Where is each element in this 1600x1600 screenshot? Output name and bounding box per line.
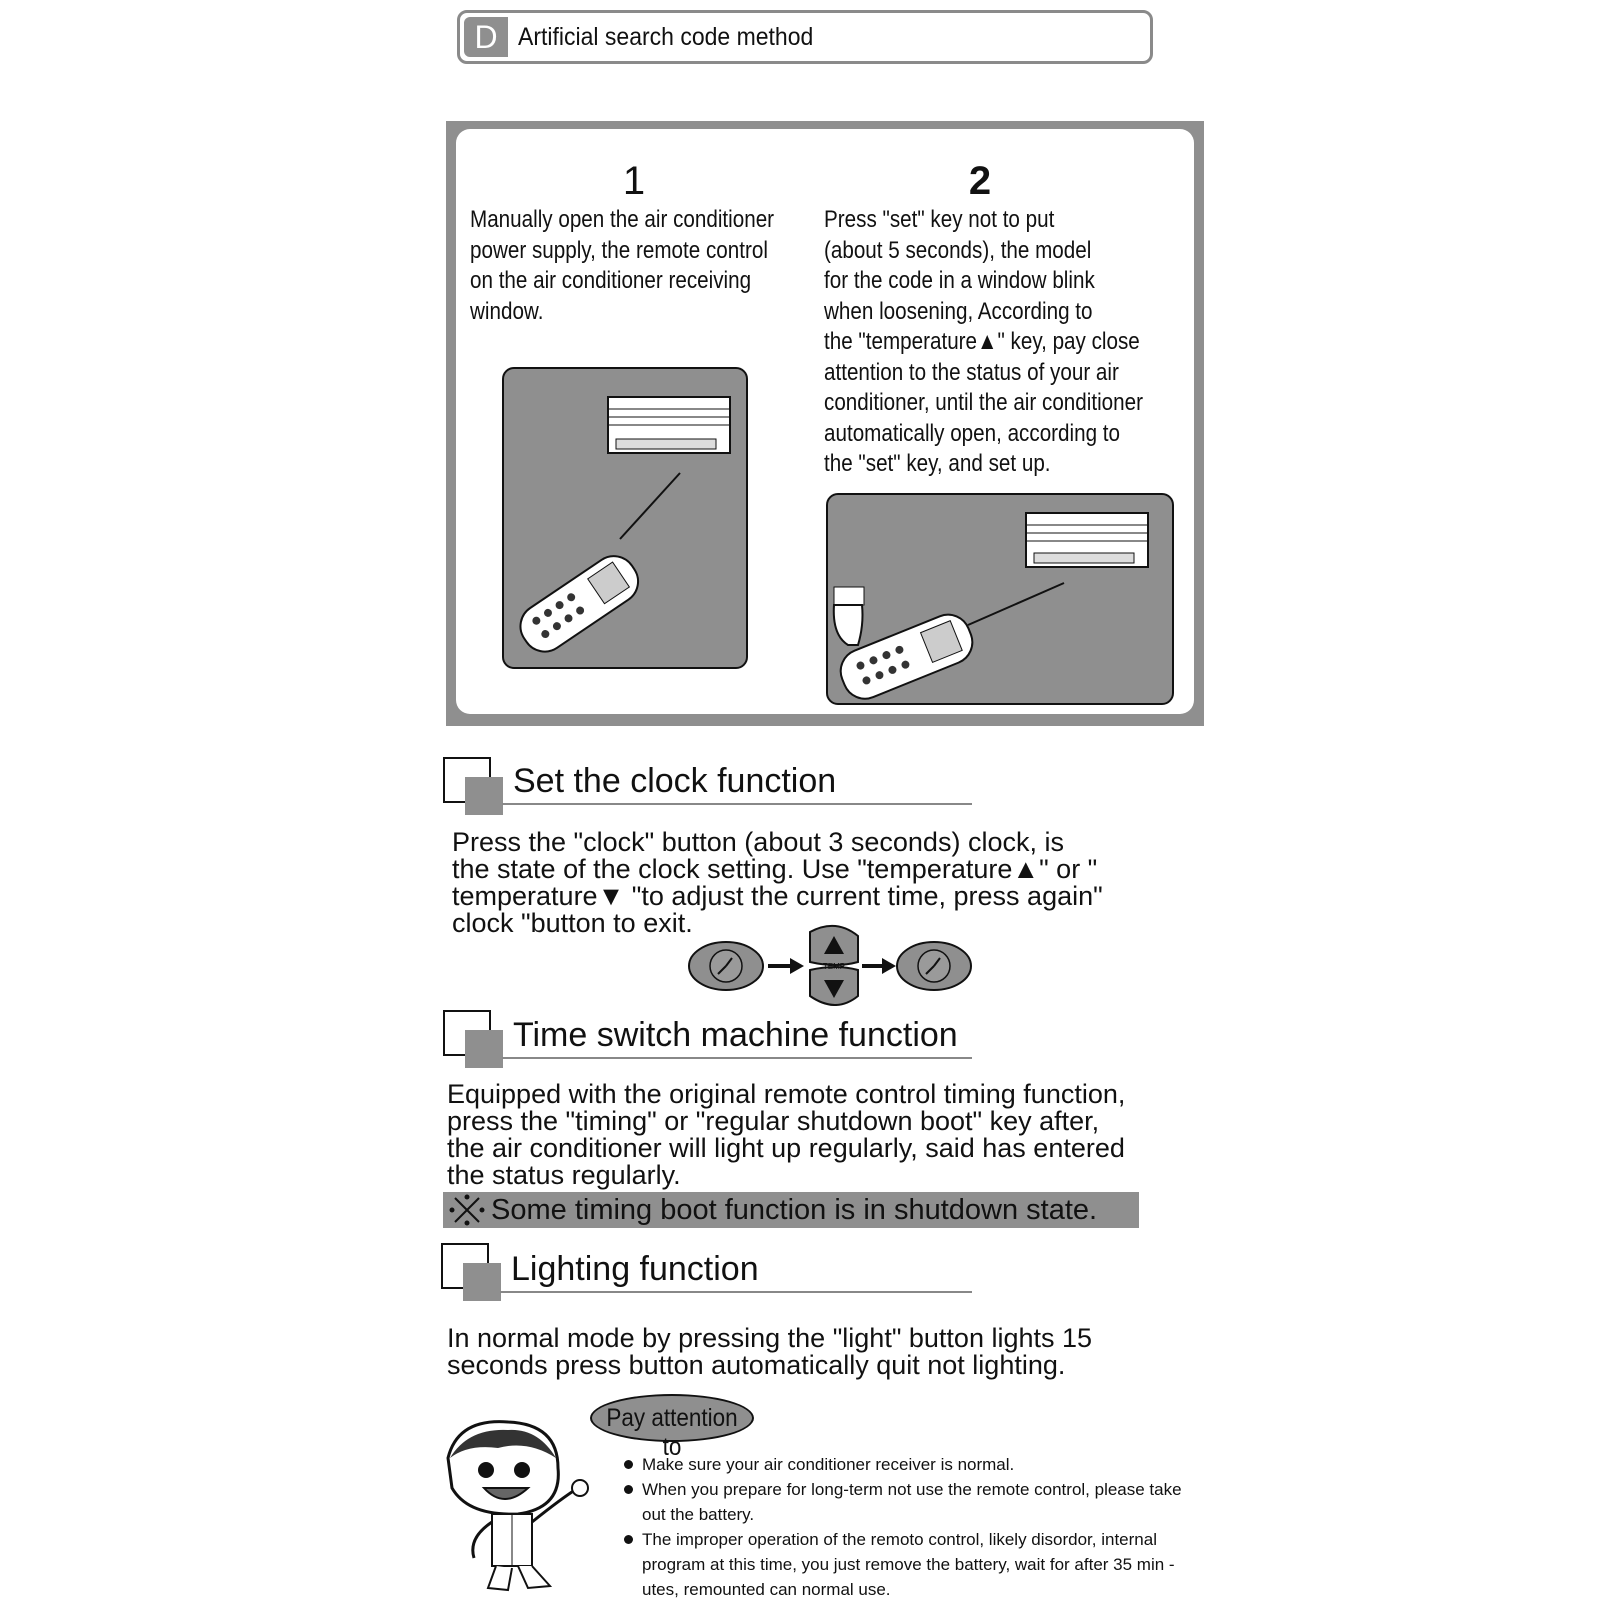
section-header-title: Artificial search code method: [518, 23, 814, 51]
bullet-icon: [624, 1485, 633, 1494]
clock-setting-diagram: [686, 924, 976, 1006]
arrow-right-icon: [862, 958, 896, 974]
step-2-line: automatically open, according to: [824, 419, 1121, 447]
steps-panel-inner: [456, 129, 1194, 714]
step-1-illustration: [502, 367, 748, 669]
step-1-line: power supply, the remote control: [470, 236, 768, 264]
hand-remote-drawing: [828, 495, 1174, 705]
pointing-hand-icon: [834, 587, 864, 645]
temperature-updown-button-icon: [810, 926, 858, 1005]
clock-body-line: temperature▼ "to adjust the current time, press again": [452, 881, 1103, 911]
timer-note-text: Some timing boot function is in shutdown state.: [491, 1194, 1098, 1226]
lighting-body-line: seconds press button automatically quit not lighting.: [447, 1350, 1066, 1380]
step-2-number: 2: [968, 159, 992, 203]
section-divider: [500, 1291, 972, 1293]
timer-section-title: Time switch machine function: [513, 1016, 958, 1054]
step-2-line: the "set" key, and set up.: [824, 450, 1051, 477]
lighting-section-icon: [441, 1243, 501, 1303]
pay-attention-label: Pay attention to: [606, 1404, 738, 1461]
section-letter-badge: D: [464, 17, 508, 57]
tip-text: When you prepare for long-term not use the remote control, please take out the battery.: [642, 1480, 1182, 1524]
remote-control-icon: [512, 548, 647, 660]
step-1-number: 1: [622, 159, 646, 203]
list-item: [624, 1527, 1204, 1600]
ac-unit-icon: [1026, 513, 1148, 567]
clock-section-body: [452, 829, 1103, 937]
step-2-line: conditioner, until the air conditioner: [824, 389, 1143, 416]
ac-remote-drawing: [504, 369, 748, 669]
clock-body-line: clock "button to exit.: [452, 908, 693, 938]
attention-tips-list: [624, 1452, 1204, 1600]
step-1-line: window.: [470, 297, 544, 325]
section-divider: [502, 1057, 972, 1059]
clock-button-icon: [897, 942, 971, 990]
clock-body-line: Press the "clock" button (about 3 seconds) clock, is: [452, 827, 1064, 857]
timer-section-icon: [443, 1010, 503, 1070]
list-item: [624, 1452, 1204, 1477]
tip-text: The improper operation of the remoto control, likely disordor, internal program at this time, you just remove the battery, wait for after 35 min -utes, remounted can normal use.: [642, 1530, 1175, 1599]
step-2-line: attention to the status of your air: [824, 358, 1119, 386]
timer-body-line: the air conditioner will light up regularly, said has entered: [447, 1133, 1125, 1163]
section-header-d: [457, 10, 1153, 64]
timer-body-line: Equipped with the original remote control timing function,: [447, 1079, 1126, 1109]
tip-text: Make sure your air conditioner receiver is normal.: [642, 1455, 1015, 1474]
clock-section-title: Set the clock function: [513, 762, 837, 800]
timer-section-body: [447, 1081, 1125, 1189]
steps-panel: [446, 121, 1204, 726]
bullet-icon: [624, 1460, 633, 1469]
step-2-line: when loosening, According to: [824, 297, 1093, 325]
pay-attention-bubble: [590, 1394, 754, 1461]
lighting-section-title: Lighting function: [511, 1250, 759, 1288]
step-2-line: (about 5 seconds), the model: [824, 236, 1092, 264]
note-asterisk-icon: [449, 1194, 485, 1226]
step-2-line: for the code in a window blink: [824, 267, 1095, 294]
timer-note: [443, 1192, 1139, 1228]
step-2-line: Press "set" key not to put: [824, 206, 1055, 233]
ac-unit-icon: [608, 397, 730, 453]
step-1-line: Manually open the air conditioner: [470, 206, 775, 233]
clock-section-icon: [443, 757, 503, 817]
clock-body-line: the state of the clock setting. Use "temperature▲" or ": [452, 854, 1098, 884]
lighting-section-body: [447, 1325, 1092, 1379]
section-divider: [502, 803, 972, 805]
arrow-right-icon: [768, 958, 804, 974]
temp-button-label: TEMP: [822, 962, 846, 971]
step-2-illustration: [826, 493, 1174, 705]
timer-body-line: press the "timing" or "regular shutdown boot" key after,: [447, 1106, 1100, 1136]
timer-body-line: the status regularly.: [447, 1160, 681, 1190]
step-1-line: on the air conditioner receiving: [470, 267, 752, 294]
step-1-text: [470, 205, 774, 327]
lighting-body-line: In normal mode by pressing the "light" button lights 15: [447, 1323, 1093, 1353]
bullet-icon: [624, 1535, 633, 1544]
step-2-line: the "temperature▲" key, pay close: [824, 328, 1140, 355]
list-item: [624, 1477, 1204, 1527]
step-2-text: [824, 205, 1143, 480]
mascot-boy-illustration: [438, 1418, 598, 1596]
clock-button-icon: [689, 942, 763, 990]
